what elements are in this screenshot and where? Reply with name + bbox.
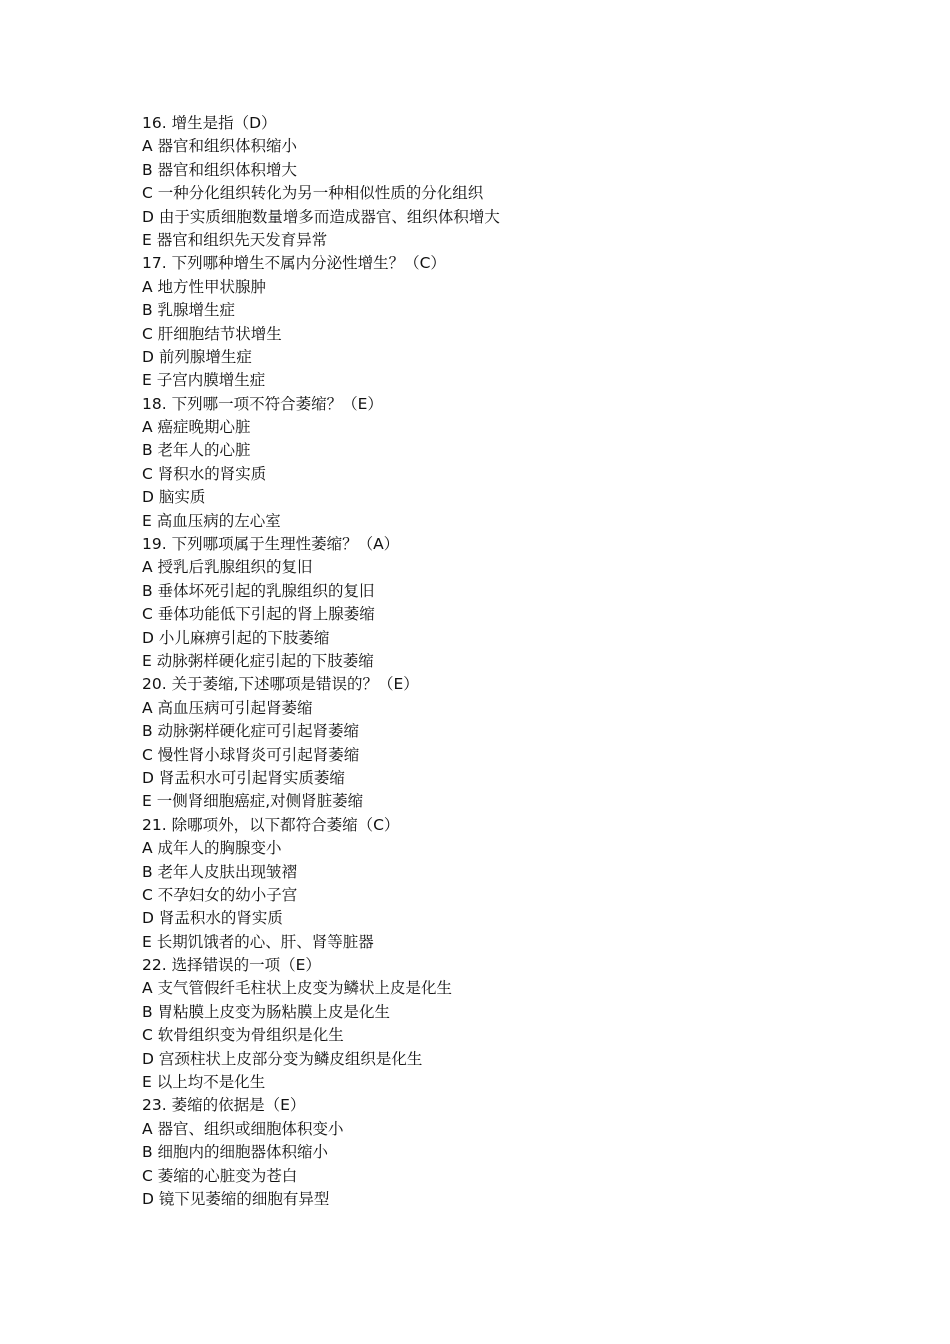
text-line: E 以上均不是化生 bbox=[142, 1073, 266, 1092]
text-line: A 授乳后乳腺组织的复旧 bbox=[142, 558, 313, 577]
text-line: C 不孕妇女的幼小子宫 bbox=[142, 885, 298, 904]
text-line: A 器官、组织或细胞体积变小 bbox=[142, 1119, 344, 1138]
text-line: 17. 下列哪种增生不属内分泌性增生？（C） bbox=[142, 254, 446, 273]
text-line: E 高血压病的左心室 bbox=[142, 511, 281, 530]
text-line: C 一种分化组织转化为另一种相似性质的分化组织 bbox=[142, 184, 484, 203]
text-line: 21. 除哪项外，以下都符合萎缩（C） bbox=[142, 815, 400, 834]
text-line: E 长期饥饿者的心、肝、肾等脏器 bbox=[142, 932, 374, 951]
text-line: B 细胞内的细胞器体积缩小 bbox=[142, 1143, 329, 1162]
text-line: 18. 下列哪一项不符合萎缩？（E） bbox=[142, 394, 383, 413]
text-line: D 宫颈柱状上皮部分变为鳞皮组织是化生 bbox=[142, 1049, 423, 1068]
text-line: 16. 增生是指（D） bbox=[142, 114, 277, 132]
text-line: E 动脉粥样硬化症引起的下肢萎缩 bbox=[142, 651, 374, 670]
text-line: E 器官和组织先天发育异常 bbox=[142, 230, 328, 249]
text-line: A 器官和组织体积缩小 bbox=[142, 137, 298, 156]
text-line: A 成年人的胸腺变小 bbox=[142, 839, 282, 858]
text-line: B 老年人皮肤出现皱褶 bbox=[142, 862, 298, 881]
text-line: D 前列腺增生症 bbox=[142, 347, 252, 366]
text-line: B 器官和组织体积增大 bbox=[142, 160, 298, 179]
text-line: C 肾积水的肾实质 bbox=[142, 464, 267, 483]
text-line: 19. 下列哪项属于生理性萎缩？（A） bbox=[142, 535, 400, 554]
text-line: A 地方性甲状腺肿 bbox=[142, 277, 267, 296]
text-line: C 软骨组织变为骨组织是化生 bbox=[142, 1026, 344, 1045]
text-line: A 高血压病可引起肾萎缩 bbox=[142, 698, 313, 717]
text-line: C 慢性肾小球肾炎可引起肾萎缩 bbox=[142, 745, 360, 764]
text-line: A 支气管假纤毛柱状上皮变为鳞状上皮是化生 bbox=[142, 979, 453, 998]
text-line: D 肾盂积水的肾实质 bbox=[142, 909, 283, 928]
text-line: B 乳腺增生症 bbox=[142, 301, 236, 320]
text-line: B 垂体坏死引起的乳腺组织的复旧 bbox=[142, 581, 375, 600]
text-line: 23. 萎缩的依据是（E） bbox=[142, 1096, 306, 1115]
text-line: 22. 选择错误的一项（E） bbox=[142, 956, 321, 975]
text-line: D 肾盂积水可引起肾实质萎缩 bbox=[142, 768, 345, 787]
text-line: A 癌症晚期心脏 bbox=[142, 418, 251, 437]
text-line: B 动脉粥样硬化症可引起肾萎缩 bbox=[142, 722, 360, 741]
text-line: C 萎缩的心脏变为苍白 bbox=[142, 1166, 298, 1185]
text-line: D 脑实质 bbox=[142, 488, 206, 507]
text-line: D 小儿麻痹引起的下肢萎缩 bbox=[142, 628, 330, 647]
text-line: C 肝细胞结节状增生 bbox=[142, 324, 282, 343]
text-line: D 由于实质细胞数量增多而造成器官、组织体积增大 bbox=[142, 207, 500, 226]
text-line: B 胃粘膜上皮变为肠粘膜上皮是化生 bbox=[142, 1002, 391, 1021]
text-line: D 镜下见萎缩的细胞有异型 bbox=[142, 1189, 330, 1208]
text-line: B 老年人的心脏 bbox=[142, 441, 251, 460]
document-page bbox=[142, 112, 842, 1211]
text-line: E 一侧肾细胞癌症,对侧肾脏萎缩 bbox=[142, 792, 364, 811]
text-line: C 垂体功能低下引起的肾上腺萎缩 bbox=[142, 605, 375, 624]
text-line: E 子宫内膜增生症 bbox=[142, 371, 266, 390]
text-line: 20. 关于萎缩,下述哪项是错误的？（E） bbox=[142, 675, 419, 694]
